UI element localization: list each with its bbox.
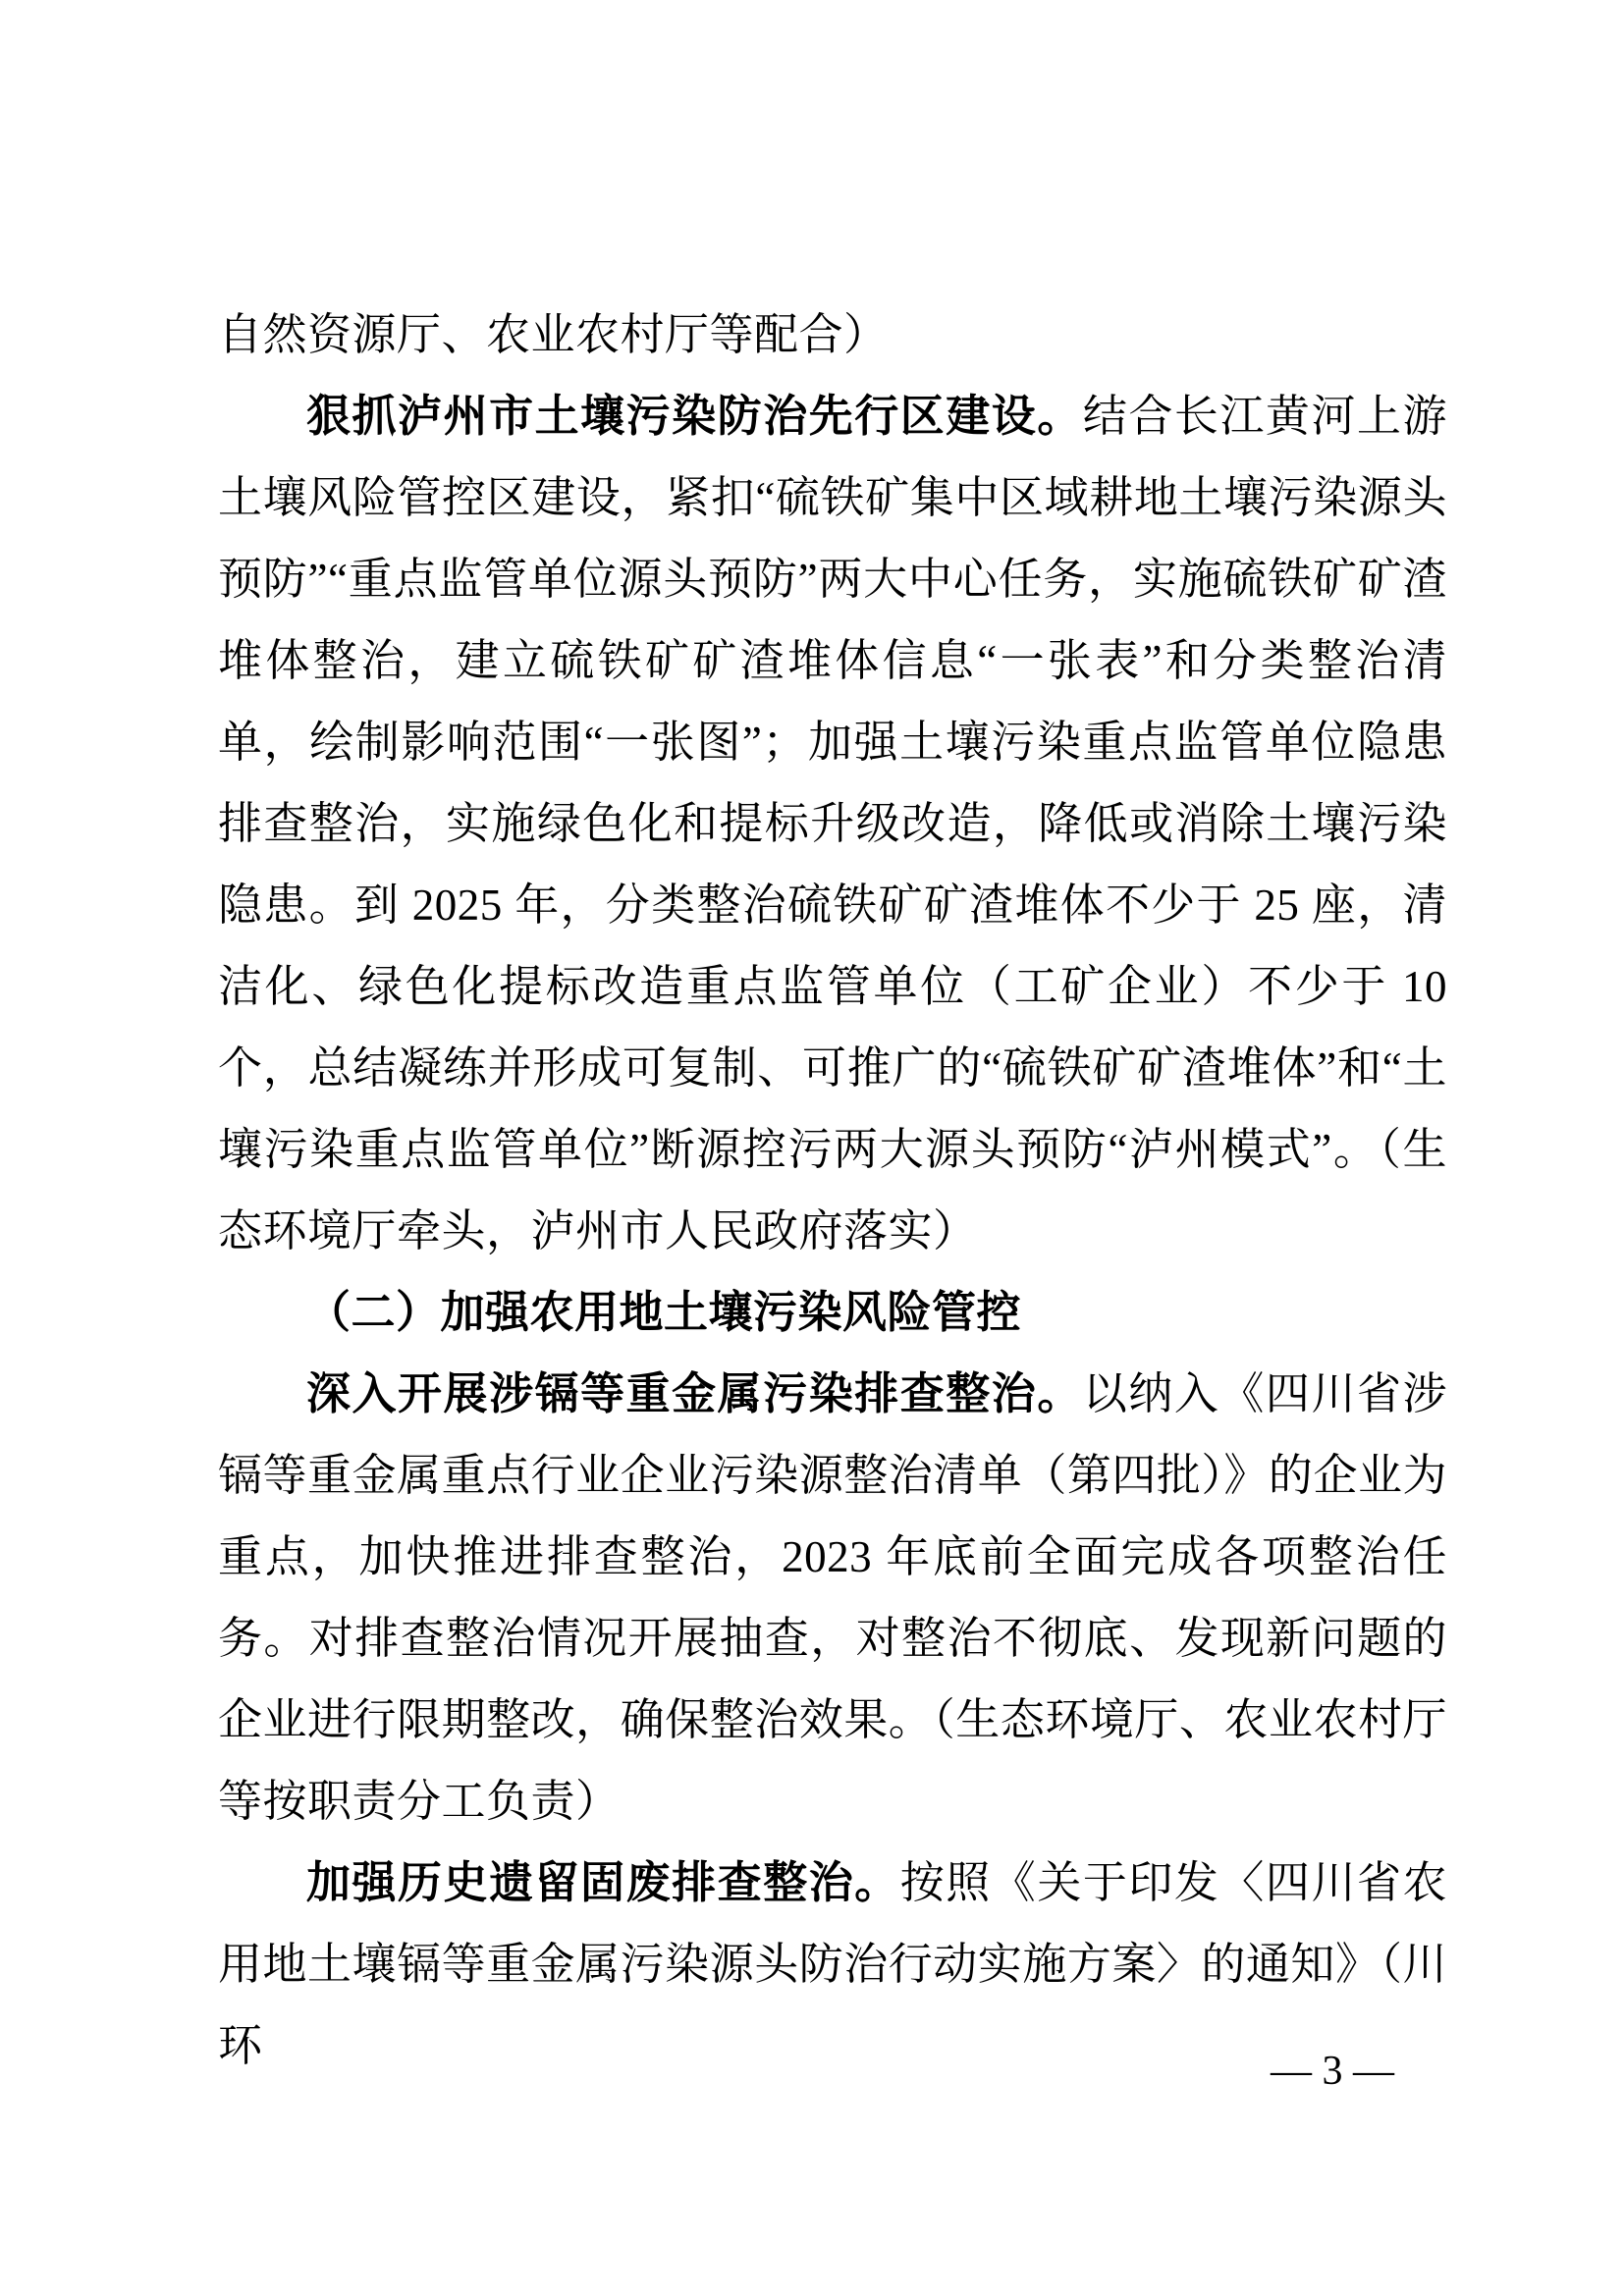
paragraph-text: 按照《关于印发〈四川省农用地土壤镉等重金属污染源头防治行动实施方案〉的通知》（川环 <box>218 1858 1447 2070</box>
section-heading-2 <box>218 1272 1447 1354</box>
paragraph-text: 以纳入《四川省涉镉等重金属重点行业企业污染源整治清单（第四批）》的企业为重点，加快推进排查整治，2023 年底前全面完成各项整治任务。对排查整治情况开展抽查，对整治不彻底、发现新问题的企业进行限期整改，确保整治效果。（生态环境厅、农业农村厅等按职责分工负责） <box>218 1369 1447 1826</box>
paragraph-lead-bold: 深入开展涉镉等重金属污染排查整治。 <box>306 1369 1083 1418</box>
paragraph-legacy-solid-waste <box>218 1842 1447 2087</box>
paragraph-text: 结合长江黄河上游土壤风险管控区建设，紧扣“硫铁矿集中区域耕地土壤污染源头预防”“重点监管单位源头预防”两大中心任务，实施硫铁矿矿渣堆体整治，建立硫铁矿矿渣堆体信息“一张表”和分类整治清单，绘制影响范围“一张图”；加强土壤污染重点监管单位隐患排查整治，实施绿色化和提标升级改造，降低或消除土壤污染隐患。到 2025 年，分类整治硫铁矿矿渣堆体不少于 25 座，清洁化、绿色化提标改造重点监管单位（工矿企业）不少于 10 个，总结凝练并形成可复制、可推广的“硫铁矿矿渣堆体”和“土壤污染重点监管单位”断源控污两大源头预防“泸州模式”。（生态环境厅牵头，泸州市人民政府落实） <box>218 392 1447 1255</box>
paragraph-cadmium-inspection <box>218 1354 1447 1842</box>
paragraph-lead-bold: 狠抓泸州市土壤污染防治先行区建设。 <box>306 392 1083 441</box>
section-heading-text: （二）加强农用地土壤污染风险管控 <box>306 1288 1022 1337</box>
document-body <box>218 294 1447 2087</box>
paragraph-lead-bold: 加强历史遗留固废排查整治。 <box>306 1858 900 1907</box>
paragraph-continuation <box>218 294 1447 376</box>
paragraph-text: 自然资源厅、农业农村厅等配合） <box>218 310 889 359</box>
paragraph-luzhou-pilot-zone <box>218 376 1447 1272</box>
page-number: — 3 — <box>1271 2049 1394 2094</box>
